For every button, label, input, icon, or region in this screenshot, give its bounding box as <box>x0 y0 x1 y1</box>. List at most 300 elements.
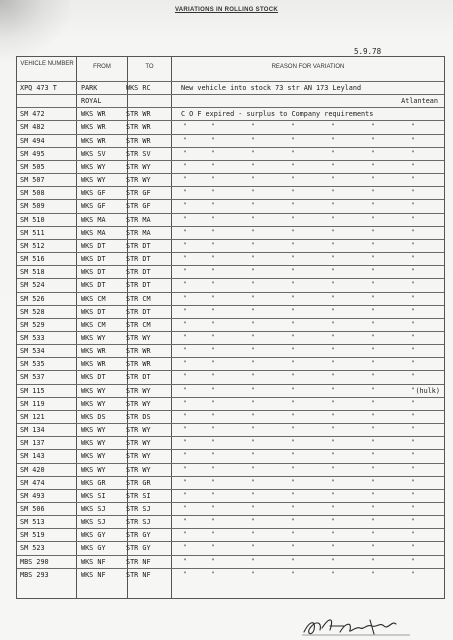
from-code: WKS WY <box>81 426 106 435</box>
ditto-mark: " <box>251 294 255 302</box>
table-row <box>17 173 444 186</box>
ditto-mark: " <box>331 162 335 170</box>
ditto-mark: " <box>291 189 295 197</box>
ditto-mark: " <box>371 570 375 578</box>
ditto-mark: " <box>251 255 255 263</box>
vehicle-number: SM 518 <box>20 268 45 277</box>
ditto-mark: " <box>211 268 215 276</box>
ditto-mark: " <box>411 491 415 499</box>
vehicle-number: SM 533 <box>20 333 45 342</box>
ditto-mark: " <box>183 373 187 381</box>
ditto-mark: " <box>371 465 375 473</box>
ditto-mark: " <box>251 136 255 144</box>
from-code: WKS DT <box>81 373 106 382</box>
ditto-mark: " <box>371 412 375 420</box>
ditto-mark: " <box>411 557 415 565</box>
ditto-mark: " <box>251 426 255 434</box>
vehicle-number: SM 420 <box>20 465 45 474</box>
ditto-mark: " <box>183 294 187 302</box>
ditto-mark: " <box>183 491 187 499</box>
ditto-mark: " <box>211 347 215 355</box>
reason-text: Atlantean <box>401 97 438 106</box>
ditto-mark: " <box>251 162 255 170</box>
ditto-mark: " <box>371 294 375 302</box>
ditto-mark: " <box>411 268 415 276</box>
ditto-mark: " <box>291 465 295 473</box>
ditto-mark: " <box>251 570 255 578</box>
ditto-mark: " <box>291 544 295 552</box>
ditto-mark: " <box>183 162 187 170</box>
ditto-mark: " <box>331 531 335 539</box>
from-code: WKS SJ <box>81 505 106 513</box>
table-row <box>17 186 444 199</box>
table-header <box>17 57 444 75</box>
ditto-mark: " <box>291 557 295 565</box>
ditto-mark: " <box>183 505 187 512</box>
vehicle-number: SM 537 <box>20 373 45 382</box>
ditto-mark: " <box>331 347 335 355</box>
table-row <box>17 292 444 305</box>
table-row <box>17 489 444 502</box>
to-code: STR DT <box>126 373 151 382</box>
ditto-mark: " <box>331 320 335 328</box>
to-code: STR MA <box>126 215 151 224</box>
ditto-mark: " <box>291 412 295 420</box>
table-row <box>17 449 444 462</box>
table-row <box>17 528 444 541</box>
ditto-mark: " <box>371 136 375 144</box>
from-code: WKS WY <box>81 452 106 461</box>
ditto-mark: " <box>371 162 375 170</box>
ditto-mark: " <box>291 360 295 368</box>
from-code: WKS MA <box>81 228 106 237</box>
table-row <box>17 305 444 318</box>
table-row <box>17 515 444 528</box>
ditto-mark: " <box>251 505 255 512</box>
ditto-mark: " <box>211 202 215 210</box>
ditto-mark: " <box>183 268 187 276</box>
to-code: STR WR <box>126 110 151 119</box>
vehicle-number: SM 143 <box>20 452 45 461</box>
ditto-mark: " <box>183 189 187 197</box>
table-row <box>17 541 444 554</box>
ditto-mark: " <box>183 531 187 539</box>
table-row <box>17 423 444 436</box>
ditto-mark: " <box>183 360 187 368</box>
ditto-mark: " <box>251 347 255 355</box>
vehicle-number: SM 511 <box>20 228 45 237</box>
to-code: STR WY <box>126 426 151 435</box>
table-row <box>17 120 444 133</box>
to-code: STR WY <box>126 399 151 408</box>
ditto-mark: " <box>291 281 295 289</box>
ditto-mark: " <box>411 241 415 249</box>
to-code: STR WY <box>126 333 151 342</box>
to-code: STR CM <box>126 320 151 329</box>
vehicle-number: SM 482 <box>20 123 45 132</box>
ditto-mark: " <box>251 531 255 539</box>
ditto-mark: " <box>183 386 187 394</box>
ditto-mark: " <box>183 136 187 144</box>
to-code: STR WY <box>126 465 151 474</box>
vehicle-number: SM 506 <box>20 505 45 513</box>
ditto-mark: " <box>331 399 335 407</box>
table-row <box>17 199 444 212</box>
from-code: WKS WY <box>81 162 106 171</box>
ditto-mark: " <box>371 373 375 381</box>
ditto-mark: " <box>371 320 375 328</box>
header-from: FROM <box>93 64 111 70</box>
ditto-mark: " <box>371 307 375 315</box>
ditto-mark: " <box>251 268 255 276</box>
ditto-mark: " <box>411 149 415 157</box>
from-code: WKS DT <box>81 241 106 250</box>
ditto-mark: " <box>251 412 255 420</box>
ditto-mark: " <box>183 149 187 157</box>
header-vehicle: VEHICLE NUMBER <box>20 61 74 67</box>
from-code: WKS DT <box>81 307 106 316</box>
table-row <box>17 357 444 370</box>
ditto-mark: " <box>371 478 375 486</box>
ditto-mark: " <box>371 505 375 512</box>
ditto-mark: " <box>211 557 215 565</box>
ditto-mark: " <box>331 294 335 302</box>
ditto-mark: " <box>251 202 255 210</box>
from-code: WKS WY <box>81 439 106 448</box>
ditto-mark: " <box>183 307 187 315</box>
ditto-mark: " <box>371 426 375 434</box>
ditto-mark: " <box>371 202 375 210</box>
ditto-mark: " <box>251 123 255 131</box>
table-row <box>17 344 444 357</box>
ditto-mark: " <box>183 439 187 447</box>
ditto-mark: " <box>291 518 295 526</box>
ditto-mark: " <box>291 347 295 355</box>
from-code: WKS GY <box>81 544 106 553</box>
ditto-mark: " <box>183 347 187 355</box>
ditto-mark: " <box>183 320 187 328</box>
vehicle-number: SM 505 <box>20 162 45 171</box>
to-code: STR SV <box>126 149 151 158</box>
to-code: STR GF <box>126 202 151 211</box>
ditto-mark: " <box>251 373 255 381</box>
from-code: WKS CM <box>81 320 106 329</box>
vehicle-number: SM 493 <box>20 491 45 500</box>
ditto-mark: " <box>211 491 215 499</box>
ditto-mark: " <box>371 255 375 263</box>
ditto-mark: " <box>211 399 215 407</box>
ditto-mark: " <box>331 255 335 263</box>
ditto-mark: " <box>411 570 415 578</box>
from-code: WKS DT <box>81 281 106 290</box>
ditto-mark: " <box>331 228 335 236</box>
ditto-mark: " <box>211 570 215 578</box>
ditto-mark: " <box>211 373 215 381</box>
ditto-mark: " <box>211 439 215 447</box>
ditto-mark: " <box>211 320 215 328</box>
ditto-mark: " <box>411 518 415 526</box>
ditto-mark: " <box>411 465 415 473</box>
ditto-mark: " <box>371 347 375 355</box>
from-code: WKS WY <box>81 465 106 474</box>
vehicle-number: SM 134 <box>20 426 45 435</box>
from-code: WKS GR <box>81 478 106 487</box>
table-row <box>17 107 444 120</box>
from-code: WKS DS <box>81 412 106 421</box>
ditto-mark: " <box>183 570 187 578</box>
ditto-mark: " <box>291 439 295 447</box>
from-code: WKS WY <box>81 399 106 408</box>
vehicle-number: SM 534 <box>20 347 45 356</box>
ditto-mark: " <box>331 202 335 210</box>
to-code: STR DT <box>126 268 151 277</box>
ditto-mark: " <box>251 215 255 223</box>
ditto-mark: " <box>331 518 335 526</box>
ditto-mark: " <box>291 491 295 499</box>
ditto-mark: " <box>331 439 335 447</box>
ditto-mark: " <box>411 281 415 289</box>
ditto-mark: " <box>211 412 215 420</box>
ditto-mark: " <box>251 307 255 315</box>
from-code: WKS DT <box>81 268 106 277</box>
header-reason: REASON FOR VARIATION <box>271 64 345 70</box>
to-code: STR WY <box>126 162 151 171</box>
ditto-mark: " <box>371 439 375 447</box>
to-code: STR WY <box>126 439 151 448</box>
table-row <box>17 397 444 410</box>
to-code: STR WY <box>126 452 151 461</box>
ditto-mark: " <box>411 176 415 184</box>
table-row <box>17 555 444 568</box>
ditto-mark: " <box>211 531 215 539</box>
ditto-mark: " <box>411 333 415 341</box>
from-code: WKS WY <box>81 176 106 185</box>
table-row <box>17 410 444 423</box>
ditto-mark: " <box>291 478 295 486</box>
ditto-mark: " <box>291 241 295 249</box>
to-code: STR GF <box>126 189 151 198</box>
table-row <box>17 476 444 489</box>
to-code: STR NF <box>126 557 151 566</box>
ditto-mark: " <box>371 386 375 394</box>
ditto-mark: " <box>411 136 415 144</box>
ditto-mark: " <box>211 215 215 223</box>
from-code: PARK <box>81 84 98 92</box>
table-row <box>17 252 444 265</box>
ditto-mark: " <box>411 215 415 223</box>
ditto-mark: " <box>371 176 375 184</box>
ditto-mark: " <box>183 557 187 565</box>
ditto-mark: " <box>331 360 335 368</box>
vehicle-number: MBS 293 <box>20 570 49 579</box>
ditto-mark: " <box>331 281 335 289</box>
ditto-mark: " <box>211 505 215 512</box>
ditto-mark: " <box>211 241 215 249</box>
ditto-mark: " <box>251 320 255 328</box>
from-code: WKS WR <box>81 347 106 356</box>
vehicle-number: SM 526 <box>20 294 45 303</box>
ditto-mark: " <box>371 281 375 289</box>
table-row <box>17 239 444 252</box>
ditto-mark: " <box>331 452 335 460</box>
to-code: STR GY <box>126 531 151 540</box>
ditto-mark: " <box>251 149 255 157</box>
ditto-mark: " <box>183 399 187 407</box>
ditto-mark: " <box>291 373 295 381</box>
ditto-mark: " <box>291 570 295 578</box>
from-code: WKS NF <box>81 570 106 579</box>
vehicle-number: SM 509 <box>20 202 45 211</box>
ditto-mark: " <box>331 426 335 434</box>
ditto-mark: " <box>291 202 295 210</box>
ditto-mark: " <box>371 531 375 539</box>
ditto-mark: " <box>251 557 255 565</box>
vehicle-number: MBS 290 <box>20 557 49 566</box>
ditto-mark: " <box>331 176 335 184</box>
ditto-mark: " <box>251 176 255 184</box>
ditto-mark: " <box>251 241 255 249</box>
vehicle-number: SM 474 <box>20 478 45 487</box>
ditto-mark: " <box>411 162 415 170</box>
to-code: STR DT <box>126 241 151 250</box>
table-row <box>17 318 444 331</box>
ditto-mark: " <box>211 307 215 315</box>
table-row <box>17 134 444 147</box>
from-code: WKS MA <box>81 215 106 224</box>
ditto-mark: " <box>291 320 295 328</box>
vehicle-number: SM 523 <box>20 544 45 553</box>
ditto-mark: " <box>371 228 375 236</box>
ditto-mark: " <box>211 452 215 460</box>
ditto-mark: " <box>411 228 415 236</box>
ditto-mark: " <box>251 399 255 407</box>
ditto-mark: " <box>183 241 187 249</box>
reason-text: New vehicle into stock 73 str AN 173 Leyland <box>181 84 362 92</box>
ditto-mark: " <box>211 386 215 394</box>
ditto-mark: " <box>411 294 415 302</box>
ditto-mark: " <box>211 294 215 302</box>
ditto-mark: " <box>411 360 415 368</box>
ditto-mark: " <box>251 478 255 486</box>
ditto-mark: " <box>183 333 187 341</box>
ditto-mark: " <box>411 307 415 315</box>
to-code: STR DS <box>126 412 151 421</box>
table-row <box>17 278 444 291</box>
ditto-mark: " <box>183 465 187 473</box>
ditto-mark: " <box>411 439 415 447</box>
ditto-mark: " <box>371 518 375 526</box>
ditto-mark: " <box>331 412 335 420</box>
ditto-mark: " <box>411 347 415 355</box>
from-code: WKS CM <box>81 294 106 303</box>
ditto-mark: " <box>211 255 215 263</box>
to-code: STR MA <box>126 228 151 237</box>
ditto-mark: " <box>183 478 187 486</box>
from-code: WKS GY <box>81 531 106 540</box>
to-code: STR SJ <box>126 518 151 527</box>
table-row <box>17 370 444 383</box>
ditto-mark: " <box>411 399 415 407</box>
ditto-mark: " <box>371 333 375 341</box>
ditto-mark: " <box>331 149 335 157</box>
ditto-mark: " <box>411 412 415 420</box>
table-row <box>17 502 444 515</box>
to-code: STR SI <box>126 491 151 500</box>
ditto-mark: " <box>251 281 255 289</box>
ditto-mark: " <box>411 478 415 486</box>
header-to: TO <box>145 64 154 70</box>
ditto-mark: " <box>331 268 335 276</box>
ditto-mark: " <box>331 505 335 512</box>
ditto-mark: " <box>411 123 415 131</box>
ditto-mark: " <box>411 426 415 434</box>
ditto-mark: " <box>183 255 187 263</box>
ditto-mark: " <box>251 518 255 526</box>
ditto-mark: " <box>411 505 415 512</box>
ditto-mark: " <box>183 228 187 236</box>
vehicle-number: SM 513 <box>20 518 45 527</box>
rolling-stock-table <box>16 56 445 599</box>
ditto-mark: " <box>331 386 335 394</box>
ditto-mark: " <box>411 386 415 394</box>
ditto-mark: " <box>331 123 335 131</box>
ditto-mark: " <box>291 149 295 157</box>
ditto-mark: " <box>211 136 215 144</box>
to-code: STR NF <box>126 570 151 579</box>
ditto-mark: " <box>331 189 335 197</box>
ditto-mark: " <box>291 399 295 407</box>
ditto-mark: " <box>251 360 255 368</box>
ditto-mark: " <box>183 518 187 526</box>
table-body <box>17 81 444 581</box>
vehicle-number: SM 524 <box>20 281 45 290</box>
ditto-mark: " <box>291 307 295 315</box>
vehicle-number: SM 519 <box>20 531 45 540</box>
ditto-mark: " <box>371 215 375 223</box>
ditto-mark: " <box>291 215 295 223</box>
ditto-mark: " <box>371 189 375 197</box>
ditto-mark: " <box>411 189 415 197</box>
ditto-mark: " <box>291 531 295 539</box>
ditto-mark: " <box>331 373 335 381</box>
table-row <box>17 213 444 226</box>
ditto-mark: " <box>183 202 187 210</box>
table-row <box>17 568 444 581</box>
ditto-mark: " <box>411 202 415 210</box>
from-code: WKS WR <box>81 123 106 132</box>
ditto-mark: " <box>291 333 295 341</box>
from-code: WKS WR <box>81 110 106 119</box>
table-row <box>17 226 444 239</box>
vehicle-number: SM 510 <box>20 215 45 224</box>
ditto-mark: " <box>291 426 295 434</box>
ditto-mark: " <box>211 281 215 289</box>
ditto-mark: " <box>211 478 215 486</box>
to-code: STR DT <box>126 281 151 290</box>
ditto-mark: " <box>371 149 375 157</box>
ditto-mark: " <box>331 570 335 578</box>
table-row <box>17 436 444 449</box>
ditto-mark: " <box>371 491 375 499</box>
ditto-mark: " <box>411 531 415 539</box>
to-code: STR GY <box>126 544 151 553</box>
ditto-mark: " <box>291 452 295 460</box>
ditto-mark: " <box>251 452 255 460</box>
to-code: STR SJ <box>126 505 151 513</box>
ditto-mark: " <box>291 176 295 184</box>
table-row <box>17 94 444 107</box>
vehicle-number: SM 495 <box>20 149 45 158</box>
